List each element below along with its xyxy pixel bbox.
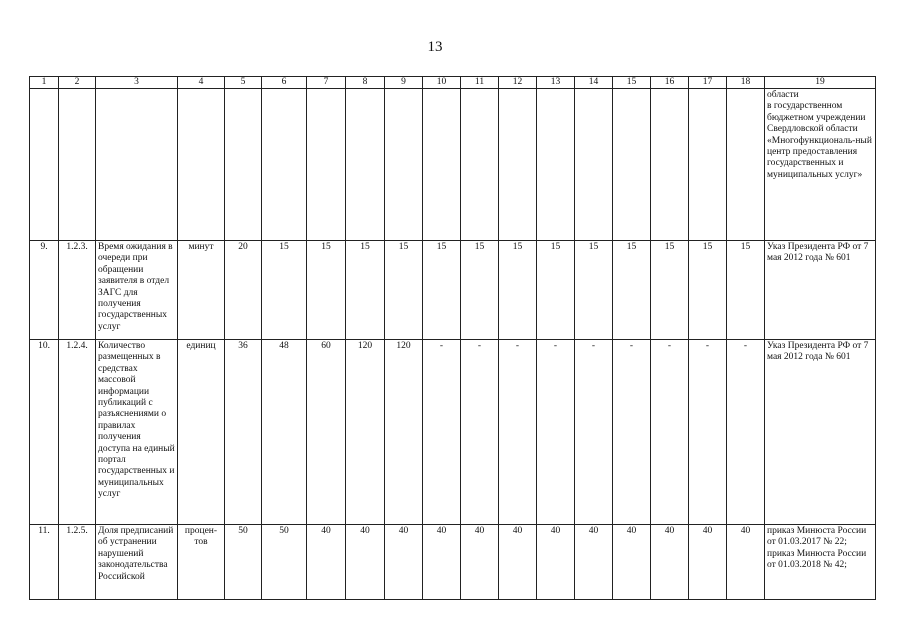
header-cell: 6 xyxy=(262,77,307,89)
value-cell: 40 xyxy=(385,525,423,600)
value-cell: 40 xyxy=(651,525,689,600)
header-cell: 5 xyxy=(225,77,262,89)
empty-cell xyxy=(225,89,262,241)
empty-cell xyxy=(727,89,765,241)
table-row xyxy=(30,340,876,525)
empty-cell xyxy=(385,89,423,241)
indicator-code-cell: 1.2.3. xyxy=(59,241,96,340)
value-cell: 15 xyxy=(727,241,765,340)
value-cell: 50 xyxy=(262,525,307,600)
indicator-name-cell: Время ожидания в очереди при обращении заявителя в отдел ЗАГС для получения государственных услуг xyxy=(96,241,178,340)
row-number-cell: 9. xyxy=(30,241,59,340)
unit-cell: единиц xyxy=(178,340,225,525)
value-cell: 15 xyxy=(689,241,727,340)
empty-cell xyxy=(96,89,178,241)
header-cell: 15 xyxy=(613,77,651,89)
empty-cell xyxy=(651,89,689,241)
value-cell: 40 xyxy=(575,525,613,600)
value-cell: 40 xyxy=(537,525,575,600)
value-cell: 40 xyxy=(689,525,727,600)
indicator-code-cell: 1.2.4. xyxy=(59,340,96,525)
value-cell: 15 xyxy=(613,241,651,340)
value-cell: 40 xyxy=(423,525,461,600)
value-cell: - xyxy=(461,340,499,525)
header-cell: 18 xyxy=(727,77,765,89)
indicator-name-cell: Доля предписаний об устранении нарушений законодательства Российской xyxy=(96,525,178,600)
indicator-code-cell: 1.2.5. xyxy=(59,525,96,600)
value-cell: 15 xyxy=(575,241,613,340)
header-cell: 19 xyxy=(765,77,876,89)
value-cell: - xyxy=(575,340,613,525)
value-cell: 36 xyxy=(225,340,262,525)
continuation-row xyxy=(30,89,876,241)
value-cell: 40 xyxy=(346,525,385,600)
empty-cell xyxy=(689,89,727,241)
value-cell: 40 xyxy=(499,525,537,600)
value-cell: 15 xyxy=(346,241,385,340)
empty-cell xyxy=(59,89,96,241)
value-cell: 15 xyxy=(307,241,346,340)
empty-cell xyxy=(575,89,613,241)
table-row xyxy=(30,241,876,340)
row-number-cell: 11. xyxy=(30,525,59,600)
value-cell: 15 xyxy=(651,241,689,340)
indicator-name-cell: Количество размещенных в средствах массовой информации публикаций с разъяснениями о правилах получения доступа на единый портал государственных и муниципальных услуг xyxy=(96,340,178,525)
header-cell: 7 xyxy=(307,77,346,89)
value-cell: - xyxy=(689,340,727,525)
header-cell: 1 xyxy=(30,77,59,89)
value-cell: 50 xyxy=(225,525,262,600)
header-cell: 12 xyxy=(499,77,537,89)
header-cell: 14 xyxy=(575,77,613,89)
basis-cell: приказ Минюста России от 01.03.2017 № 22; приказ Минюста России от 01.03.2018 № 42; xyxy=(765,525,876,600)
empty-cell xyxy=(178,89,225,241)
value-cell: - xyxy=(499,340,537,525)
empty-cell xyxy=(613,89,651,241)
value-cell: 40 xyxy=(727,525,765,600)
empty-cell xyxy=(461,89,499,241)
value-cell: 40 xyxy=(307,525,346,600)
basis-cell: области в государственном бюджетном учреждении Свердловской области «Многофункциональ-ный центр предоставления государственных и муниципальных услуг» xyxy=(765,89,876,241)
basis-cell: Указ Президента РФ от 7 мая 2012 года № 601 xyxy=(765,340,876,525)
value-cell: 40 xyxy=(461,525,499,600)
header-cell: 13 xyxy=(537,77,575,89)
empty-cell xyxy=(346,89,385,241)
value-cell: 15 xyxy=(499,241,537,340)
empty-cell xyxy=(262,89,307,241)
value-cell: 15 xyxy=(461,241,499,340)
value-cell: 120 xyxy=(385,340,423,525)
value-cell: 40 xyxy=(613,525,651,600)
value-cell: - xyxy=(727,340,765,525)
value-cell: 60 xyxy=(307,340,346,525)
table-row xyxy=(30,525,876,600)
value-cell: 15 xyxy=(423,241,461,340)
indicators-table xyxy=(29,76,876,600)
value-cell: 48 xyxy=(262,340,307,525)
value-cell: - xyxy=(537,340,575,525)
header-cell: 9 xyxy=(385,77,423,89)
header-row xyxy=(30,77,876,89)
value-cell: - xyxy=(651,340,689,525)
header-cell: 3 xyxy=(96,77,178,89)
empty-cell xyxy=(30,89,59,241)
unit-cell: процен-тов xyxy=(178,525,225,600)
value-cell: - xyxy=(613,340,651,525)
value-cell: 20 xyxy=(225,241,262,340)
header-cell: 8 xyxy=(346,77,385,89)
header-cell: 10 xyxy=(423,77,461,89)
header-cell: 4 xyxy=(178,77,225,89)
empty-cell xyxy=(499,89,537,241)
empty-cell xyxy=(537,89,575,241)
header-cell: 2 xyxy=(59,77,96,89)
unit-cell: минут xyxy=(178,241,225,340)
value-cell: 15 xyxy=(385,241,423,340)
header-cell: 17 xyxy=(689,77,727,89)
header-cell: 16 xyxy=(651,77,689,89)
page-number: 13 xyxy=(427,39,443,55)
empty-cell xyxy=(307,89,346,241)
row-number-cell: 10. xyxy=(30,340,59,525)
header-cell: 11 xyxy=(461,77,499,89)
basis-cell: Указ Президента РФ от 7 мая 2012 года № 601 xyxy=(765,241,876,340)
value-cell: - xyxy=(423,340,461,525)
value-cell: 15 xyxy=(537,241,575,340)
empty-cell xyxy=(423,89,461,241)
value-cell: 15 xyxy=(262,241,307,340)
value-cell: 120 xyxy=(346,340,385,525)
